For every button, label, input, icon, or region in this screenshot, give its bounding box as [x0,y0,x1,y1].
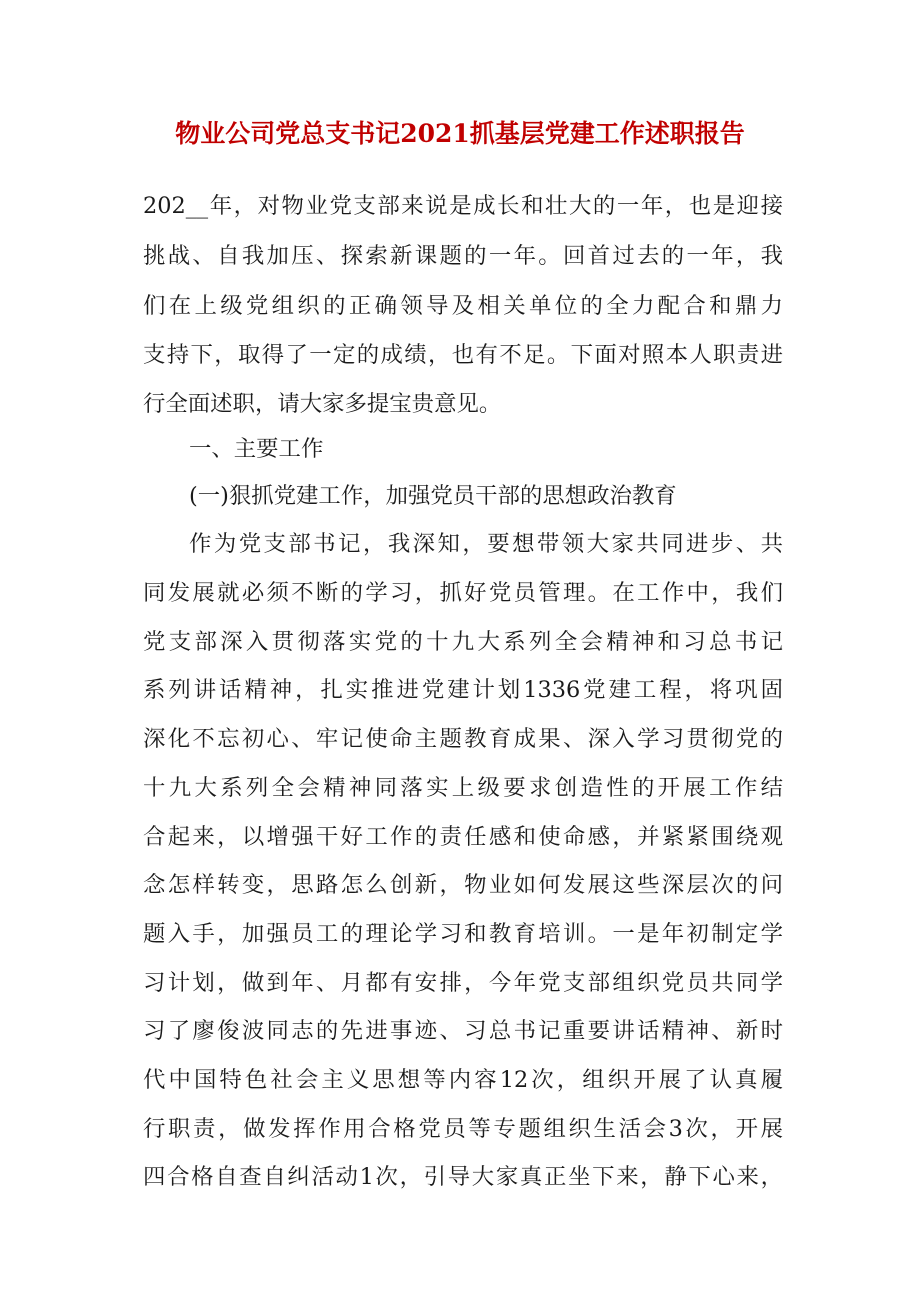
paragraph-line: 合起来，以增强干好工作的责任感和使命感，并紧紧围绕观 [143,824,783,850]
section-heading: 一、主要工作 [189,436,324,462]
paragraph-line: 202__年，对物业党支部来说是成长和壮大的一年，也是迎接 [143,193,783,219]
paragraph-line: 深化不忘初心、牢记使命主题教育成果、深入学习贯彻党的 [143,726,783,752]
paragraph-line: 代中国特色社会主义思想等内容12次，组织开展了认真履 [143,1067,783,1093]
paragraph-line: 党支部深入贯彻落实党的十九大系列全会精神和习总书记 [143,629,783,655]
paragraph-line: 们在上级党组织的正确领导及相关单位的全力配合和鼎力 [143,293,783,319]
paragraph-line: 习了廖俊波同志的先进事迹、习总书记重要讲话精神、新时 [143,1018,783,1044]
paragraph-line: 十九大系列全会精神同落实上级要求创造性的开展工作结 [143,775,783,801]
paragraph-line: 习计划，做到年、月都有安排，今年党支部组织党员共同学 [143,970,783,996]
paragraph-line: 作为党支部书记，我深知，要想带领大家共同进步、共 [189,531,783,557]
paragraph-line: 四合格自查自纠活动1次，引导大家真正坐下来，静下心来， [143,1164,783,1190]
paragraph-line: 念怎样转变，思路怎么创新，物业如何发展这些深层次的问 [143,872,783,898]
subsection-heading: (一)狠抓党建工作，加强党员干部的思想政治教育 [189,483,677,509]
paragraph-line: 行全面述职，请大家多提宝贵意见。 [143,391,502,417]
paragraph-line: 行职责，做发挥作用合格党员等专题组织生活会3次，开展 [143,1116,783,1142]
paragraph-line: 挑战、自我加压、探索新课题的一年。回首过去的一年，我 [143,243,783,269]
paragraph-line: 支持下，取得了一定的成绩，也有不足。下面对照本人职责进 [143,342,783,368]
paragraph-line: 系列讲话精神，扎实推进党建计划1336党建工程，将巩固 [143,677,783,703]
document-title: 物业公司党总支书记2021抓基层党建工作述职报告 [175,119,745,148]
paragraph-line: 题入手，加强员工的理论学习和教育培训。一是年初制定学 [143,921,783,947]
paragraph-line: 同发展就必须不断的学习，抓好党员管理。在工作中，我们 [143,580,783,606]
